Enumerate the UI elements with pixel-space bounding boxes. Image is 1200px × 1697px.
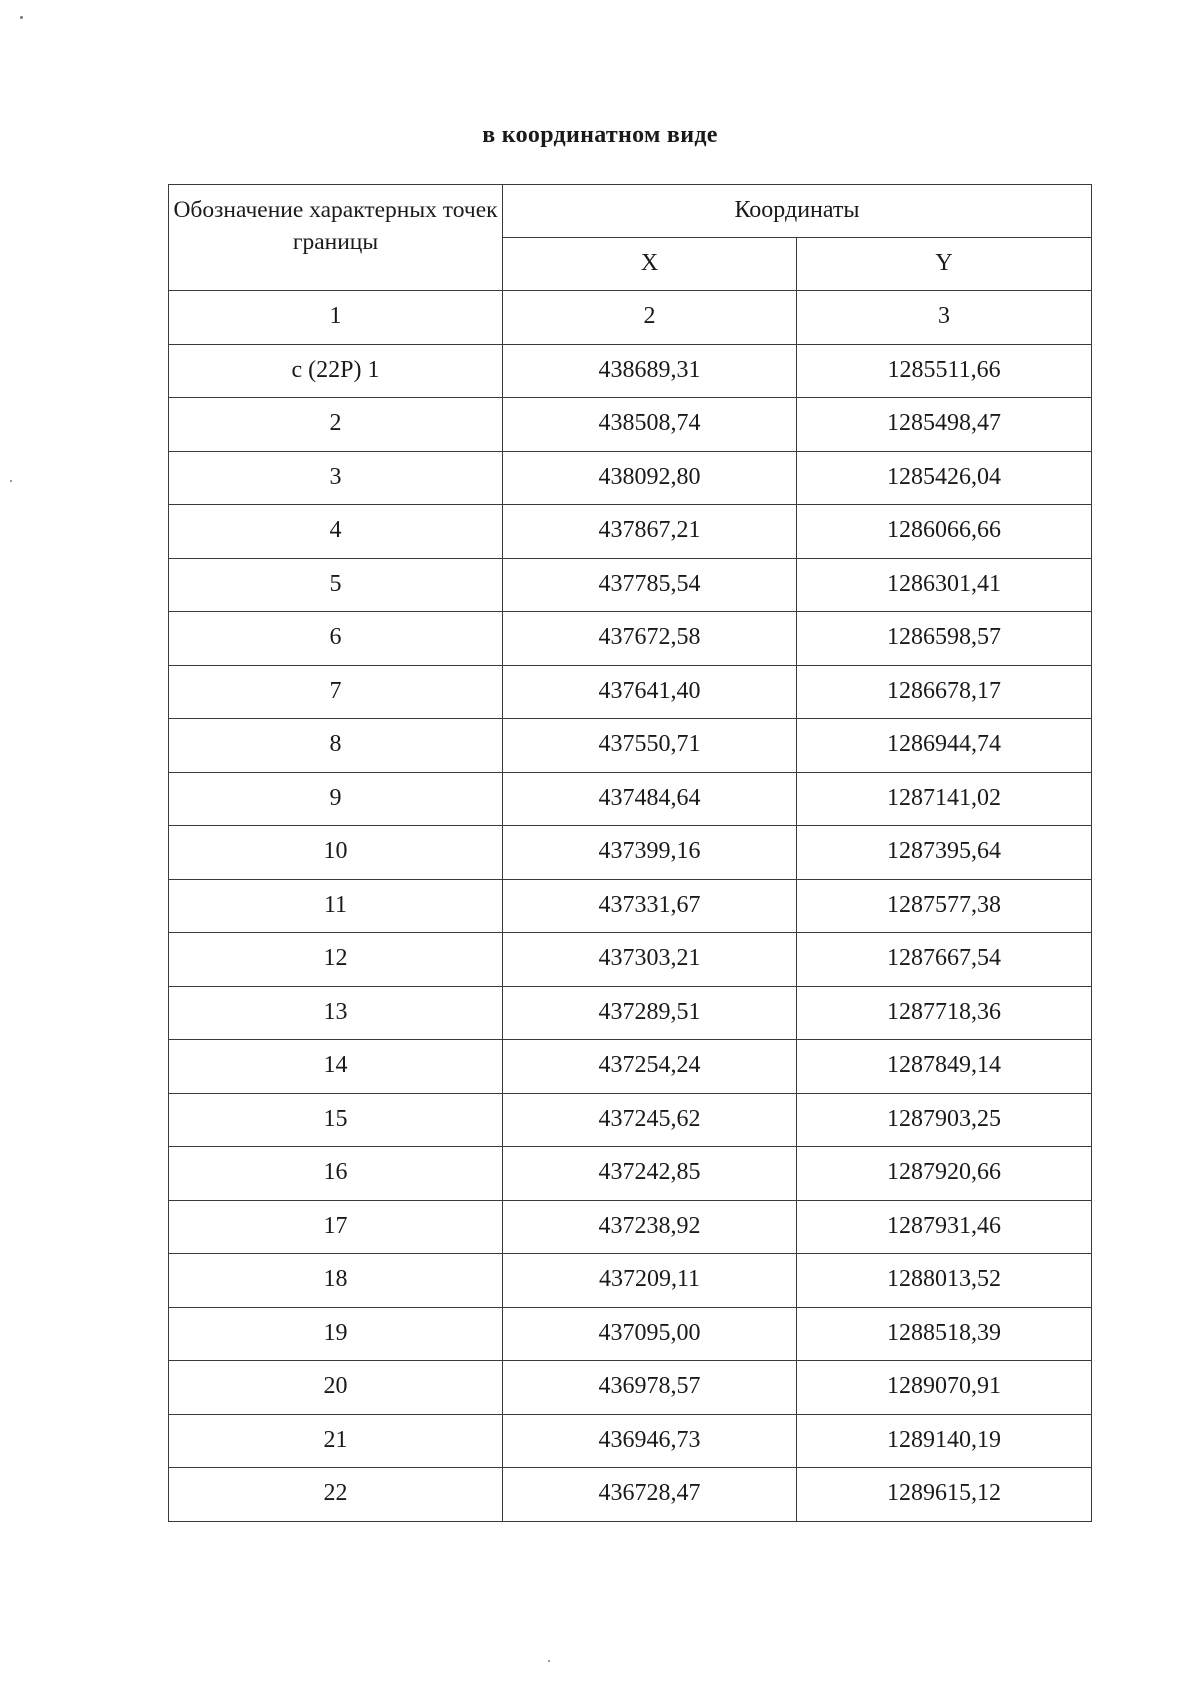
table-row <box>169 933 1092 987</box>
table-row <box>169 665 1092 719</box>
x-coordinate-cell: 437641,40 <box>503 665 797 719</box>
x-coordinate-cell: 437095,00 <box>503 1307 797 1361</box>
x-coordinate-cell: 438092,80 <box>503 451 797 505</box>
x-coordinate-cell: 437254,24 <box>503 1040 797 1094</box>
coordinates-table <box>168 184 1092 1522</box>
table-row <box>169 772 1092 826</box>
y-coordinate-cell: 1287141,02 <box>797 772 1092 826</box>
header-y: Y <box>797 238 1092 291</box>
x-coordinate-cell: 437238,92 <box>503 1200 797 1254</box>
x-coordinate-cell: 437289,51 <box>503 986 797 1040</box>
point-cell: 22 <box>169 1468 503 1522</box>
table-row <box>169 1093 1092 1147</box>
point-cell: 5 <box>169 558 503 612</box>
column-number-row <box>169 291 1092 345</box>
y-coordinate-cell: 1287849,14 <box>797 1040 1092 1094</box>
y-coordinate-cell: 1289070,91 <box>797 1361 1092 1415</box>
header-point-label: Обозначение характерных точек границы <box>169 185 503 291</box>
table-body <box>169 344 1092 1521</box>
x-coordinate-cell: 437484,64 <box>503 772 797 826</box>
header-coordinates: Координаты <box>503 185 1092 238</box>
point-cell: с (22Р) 1 <box>169 344 503 398</box>
x-coordinate-cell: 437672,58 <box>503 612 797 666</box>
y-coordinate-cell: 1289140,19 <box>797 1414 1092 1468</box>
x-coordinate-cell: 437303,21 <box>503 933 797 987</box>
x-coordinate-cell: 437785,54 <box>503 558 797 612</box>
point-cell: 7 <box>169 665 503 719</box>
table-row <box>169 344 1092 398</box>
table-row <box>169 879 1092 933</box>
x-coordinate-cell: 437550,71 <box>503 719 797 773</box>
column-number: 2 <box>503 291 797 345</box>
table-row <box>169 986 1092 1040</box>
column-number: 1 <box>169 291 503 345</box>
x-coordinate-cell: 436978,57 <box>503 1361 797 1415</box>
point-cell: 3 <box>169 451 503 505</box>
y-coordinate-cell: 1289615,12 <box>797 1468 1092 1522</box>
point-cell: 2 <box>169 398 503 452</box>
header-x: X <box>503 238 797 291</box>
y-coordinate-cell: 1288013,52 <box>797 1254 1092 1308</box>
y-coordinate-cell: 1287667,54 <box>797 933 1092 987</box>
x-coordinate-cell: 438689,31 <box>503 344 797 398</box>
y-coordinate-cell: 1286944,74 <box>797 719 1092 773</box>
page-title: в координатном виде <box>482 122 718 148</box>
y-coordinate-cell: 1288518,39 <box>797 1307 1092 1361</box>
y-coordinate-cell: 1285426,04 <box>797 451 1092 505</box>
table-row <box>169 505 1092 559</box>
point-cell: 8 <box>169 719 503 773</box>
x-coordinate-cell: 437209,11 <box>503 1254 797 1308</box>
column-number: 3 <box>797 291 1092 345</box>
x-coordinate-cell: 437245,62 <box>503 1093 797 1147</box>
point-cell: 12 <box>169 933 503 987</box>
x-coordinate-cell: 437867,21 <box>503 505 797 559</box>
table-row <box>169 826 1092 880</box>
scan-speck <box>20 16 23 19</box>
point-cell: 17 <box>169 1200 503 1254</box>
y-coordinate-cell: 1287395,64 <box>797 826 1092 880</box>
table-row <box>169 558 1092 612</box>
y-coordinate-cell: 1286678,17 <box>797 665 1092 719</box>
y-coordinate-cell: 1286066,66 <box>797 505 1092 559</box>
y-coordinate-cell: 1287577,38 <box>797 879 1092 933</box>
table-row <box>169 719 1092 773</box>
y-coordinate-cell: 1287931,46 <box>797 1200 1092 1254</box>
point-cell: 20 <box>169 1361 503 1415</box>
point-cell: 6 <box>169 612 503 666</box>
point-cell: 13 <box>169 986 503 1040</box>
y-coordinate-cell: 1285498,47 <box>797 398 1092 452</box>
scan-speck <box>548 1660 550 1662</box>
table-row <box>169 398 1092 452</box>
table-row <box>169 1468 1092 1522</box>
point-cell: 21 <box>169 1414 503 1468</box>
point-cell: 15 <box>169 1093 503 1147</box>
point-cell: 18 <box>169 1254 503 1308</box>
x-coordinate-cell: 436728,47 <box>503 1468 797 1522</box>
point-cell: 16 <box>169 1147 503 1201</box>
table-row <box>169 451 1092 505</box>
table-row <box>169 1200 1092 1254</box>
point-cell: 10 <box>169 826 503 880</box>
x-coordinate-cell: 436946,73 <box>503 1414 797 1468</box>
y-coordinate-cell: 1286598,57 <box>797 612 1092 666</box>
point-cell: 14 <box>169 1040 503 1094</box>
table-row <box>169 1307 1092 1361</box>
table-row <box>169 1254 1092 1308</box>
point-cell: 4 <box>169 505 503 559</box>
x-coordinate-cell: 438508,74 <box>503 398 797 452</box>
x-coordinate-cell: 437242,85 <box>503 1147 797 1201</box>
table-row <box>169 1040 1092 1094</box>
point-cell: 19 <box>169 1307 503 1361</box>
y-coordinate-cell: 1287903,25 <box>797 1093 1092 1147</box>
y-coordinate-cell: 1287920,66 <box>797 1147 1092 1201</box>
y-coordinate-cell: 1287718,36 <box>797 986 1092 1040</box>
table-row <box>169 612 1092 666</box>
table-row <box>169 1147 1092 1201</box>
y-coordinate-cell: 1286301,41 <box>797 558 1092 612</box>
table-row <box>169 1414 1092 1468</box>
x-coordinate-cell: 437399,16 <box>503 826 797 880</box>
scan-speck <box>10 480 12 482</box>
x-coordinate-cell: 437331,67 <box>503 879 797 933</box>
point-cell: 9 <box>169 772 503 826</box>
y-coordinate-cell: 1285511,66 <box>797 344 1092 398</box>
point-cell: 11 <box>169 879 503 933</box>
table-row <box>169 1361 1092 1415</box>
